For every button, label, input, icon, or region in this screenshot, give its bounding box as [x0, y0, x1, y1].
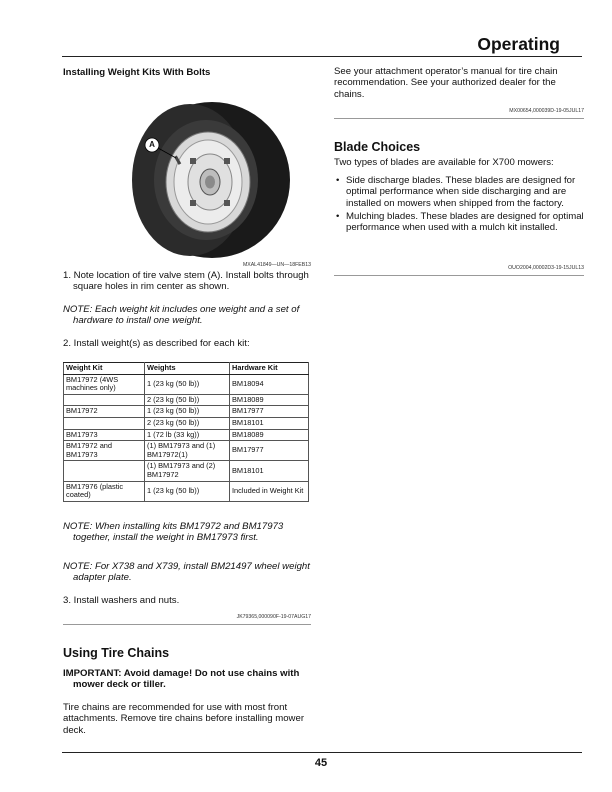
table-header: Weight Kit [64, 363, 145, 375]
list-item: • Side discharge blades. These blades are designed for optimal performance when side discharging and are installed on mowers when shipped from the factory. [336, 175, 586, 209]
table-cell: BM17973 [64, 429, 145, 441]
note-1: NOTE: Each weight kit includes one weight and a set of hardware to install one weight. [63, 304, 300, 327]
table-cell: 1 (23 kg (50 lb)) [145, 481, 230, 501]
table-cell: 2 (23 kg (50 lb)) [145, 417, 230, 429]
table-cell: BM18094 [230, 374, 309, 394]
table-row [64, 394, 309, 406]
table-cell [64, 394, 145, 406]
ref-code-1: JK79365,000090F-19-07AUG17 [236, 614, 311, 620]
table-cell: BM17972 [64, 406, 145, 418]
table-header: Hardware Kit [230, 363, 309, 375]
table-cell: BM17977 [230, 406, 309, 418]
table-row [64, 417, 309, 429]
table-cell: 1 (23 kg (50 lb)) [145, 406, 230, 418]
weight-kit-table-wrap [63, 362, 309, 502]
table-cell: (1) BM17973 and (1) BM17972(1) [145, 441, 230, 461]
table-cell: (1) BM17973 and (2) BM17972 [145, 461, 230, 481]
table-cell: BM18089 [230, 429, 309, 441]
table-cell: 1 (23 kg (50 lb)) [145, 374, 230, 394]
figure-caption: MXAL41849—UN—18FEB13 [242, 262, 311, 268]
list-item: • Mulching blades. These blades are designed for optimal performance when used with a mulch kit installed. [336, 211, 586, 234]
footer-rule [62, 752, 582, 753]
page-number: 45 [314, 757, 328, 769]
tire-chains-text: Tire chains are recommended for use with most front attachments. Remove tire chains before installing mower deck. [63, 702, 305, 736]
important-notice: IMPORTANT: Avoid damage! Do not use chains with mower deck or tiller. [63, 668, 300, 691]
note-2: NOTE: When installing kits BM17972 and BM17973 together, install the weight in BM17973 first. [63, 521, 284, 544]
page-title: Operating [477, 34, 560, 54]
section-title-weight-kits: Installing Weight Kits With Bolts [63, 67, 211, 78]
step-2: 2. Install weight(s) as described for each kit: [63, 338, 250, 349]
blade-list [336, 175, 586, 235]
ref-code-3: OUO2004,00002D3-19-15JUL13 [508, 265, 584, 271]
table-cell: BM18101 [230, 417, 309, 429]
section-title-blade-choices: Blade Choices [334, 140, 421, 154]
blade-intro: Two types of blades are available for X700 mowers: [334, 157, 554, 168]
table-cell: BM18101 [230, 461, 309, 481]
header-rule [62, 56, 582, 57]
figure-callout-a: A [149, 140, 155, 149]
section-divider [63, 624, 311, 625]
table-cell [64, 461, 145, 481]
table-cell: BM17972 (4WS machines only) [64, 374, 145, 394]
table-cell: BM17976 (plastic coated) [64, 481, 145, 501]
tire-chains-continued: See your attachment operator’s manual for tire chain recommendation. See your authorized dealer for the chains. [334, 66, 558, 100]
table-row [64, 441, 309, 461]
table-row [64, 429, 309, 441]
table-cell: Included in Weight Kit [230, 481, 309, 501]
tire-illustration [120, 90, 300, 260]
table-row [64, 374, 309, 394]
table-header: Weights [145, 363, 230, 375]
table-cell: BM17977 [230, 441, 309, 461]
table-row [64, 481, 309, 501]
table-cell [64, 417, 145, 429]
table-cell: BM18089 [230, 394, 309, 406]
table-cell: 2 (23 kg (50 lb)) [145, 394, 230, 406]
table-row [64, 406, 309, 418]
section-divider [334, 118, 584, 119]
note-3: NOTE: For X738 and X739, install BM21497 wheel weight adapter plate. [63, 561, 310, 584]
section-divider [334, 275, 584, 276]
step-1: 1. Note location of tire valve stem (A). Install bolts through square holes in rim center as shown. [63, 270, 309, 293]
table-cell: 1 (72 lb (33 kg)) [145, 429, 230, 441]
table-header-row [64, 363, 309, 375]
step-3: 3. Install washers and nuts. [63, 595, 180, 606]
weight-kit-table [63, 362, 309, 502]
ref-code-2: MX00654,000039D-19-05JUL17 [509, 108, 584, 114]
tire-figure [120, 90, 300, 260]
table-row [64, 461, 309, 481]
table-cell: BM17972 and BM17973 [64, 441, 145, 461]
section-title-tire-chains: Using Tire Chains [63, 646, 170, 660]
